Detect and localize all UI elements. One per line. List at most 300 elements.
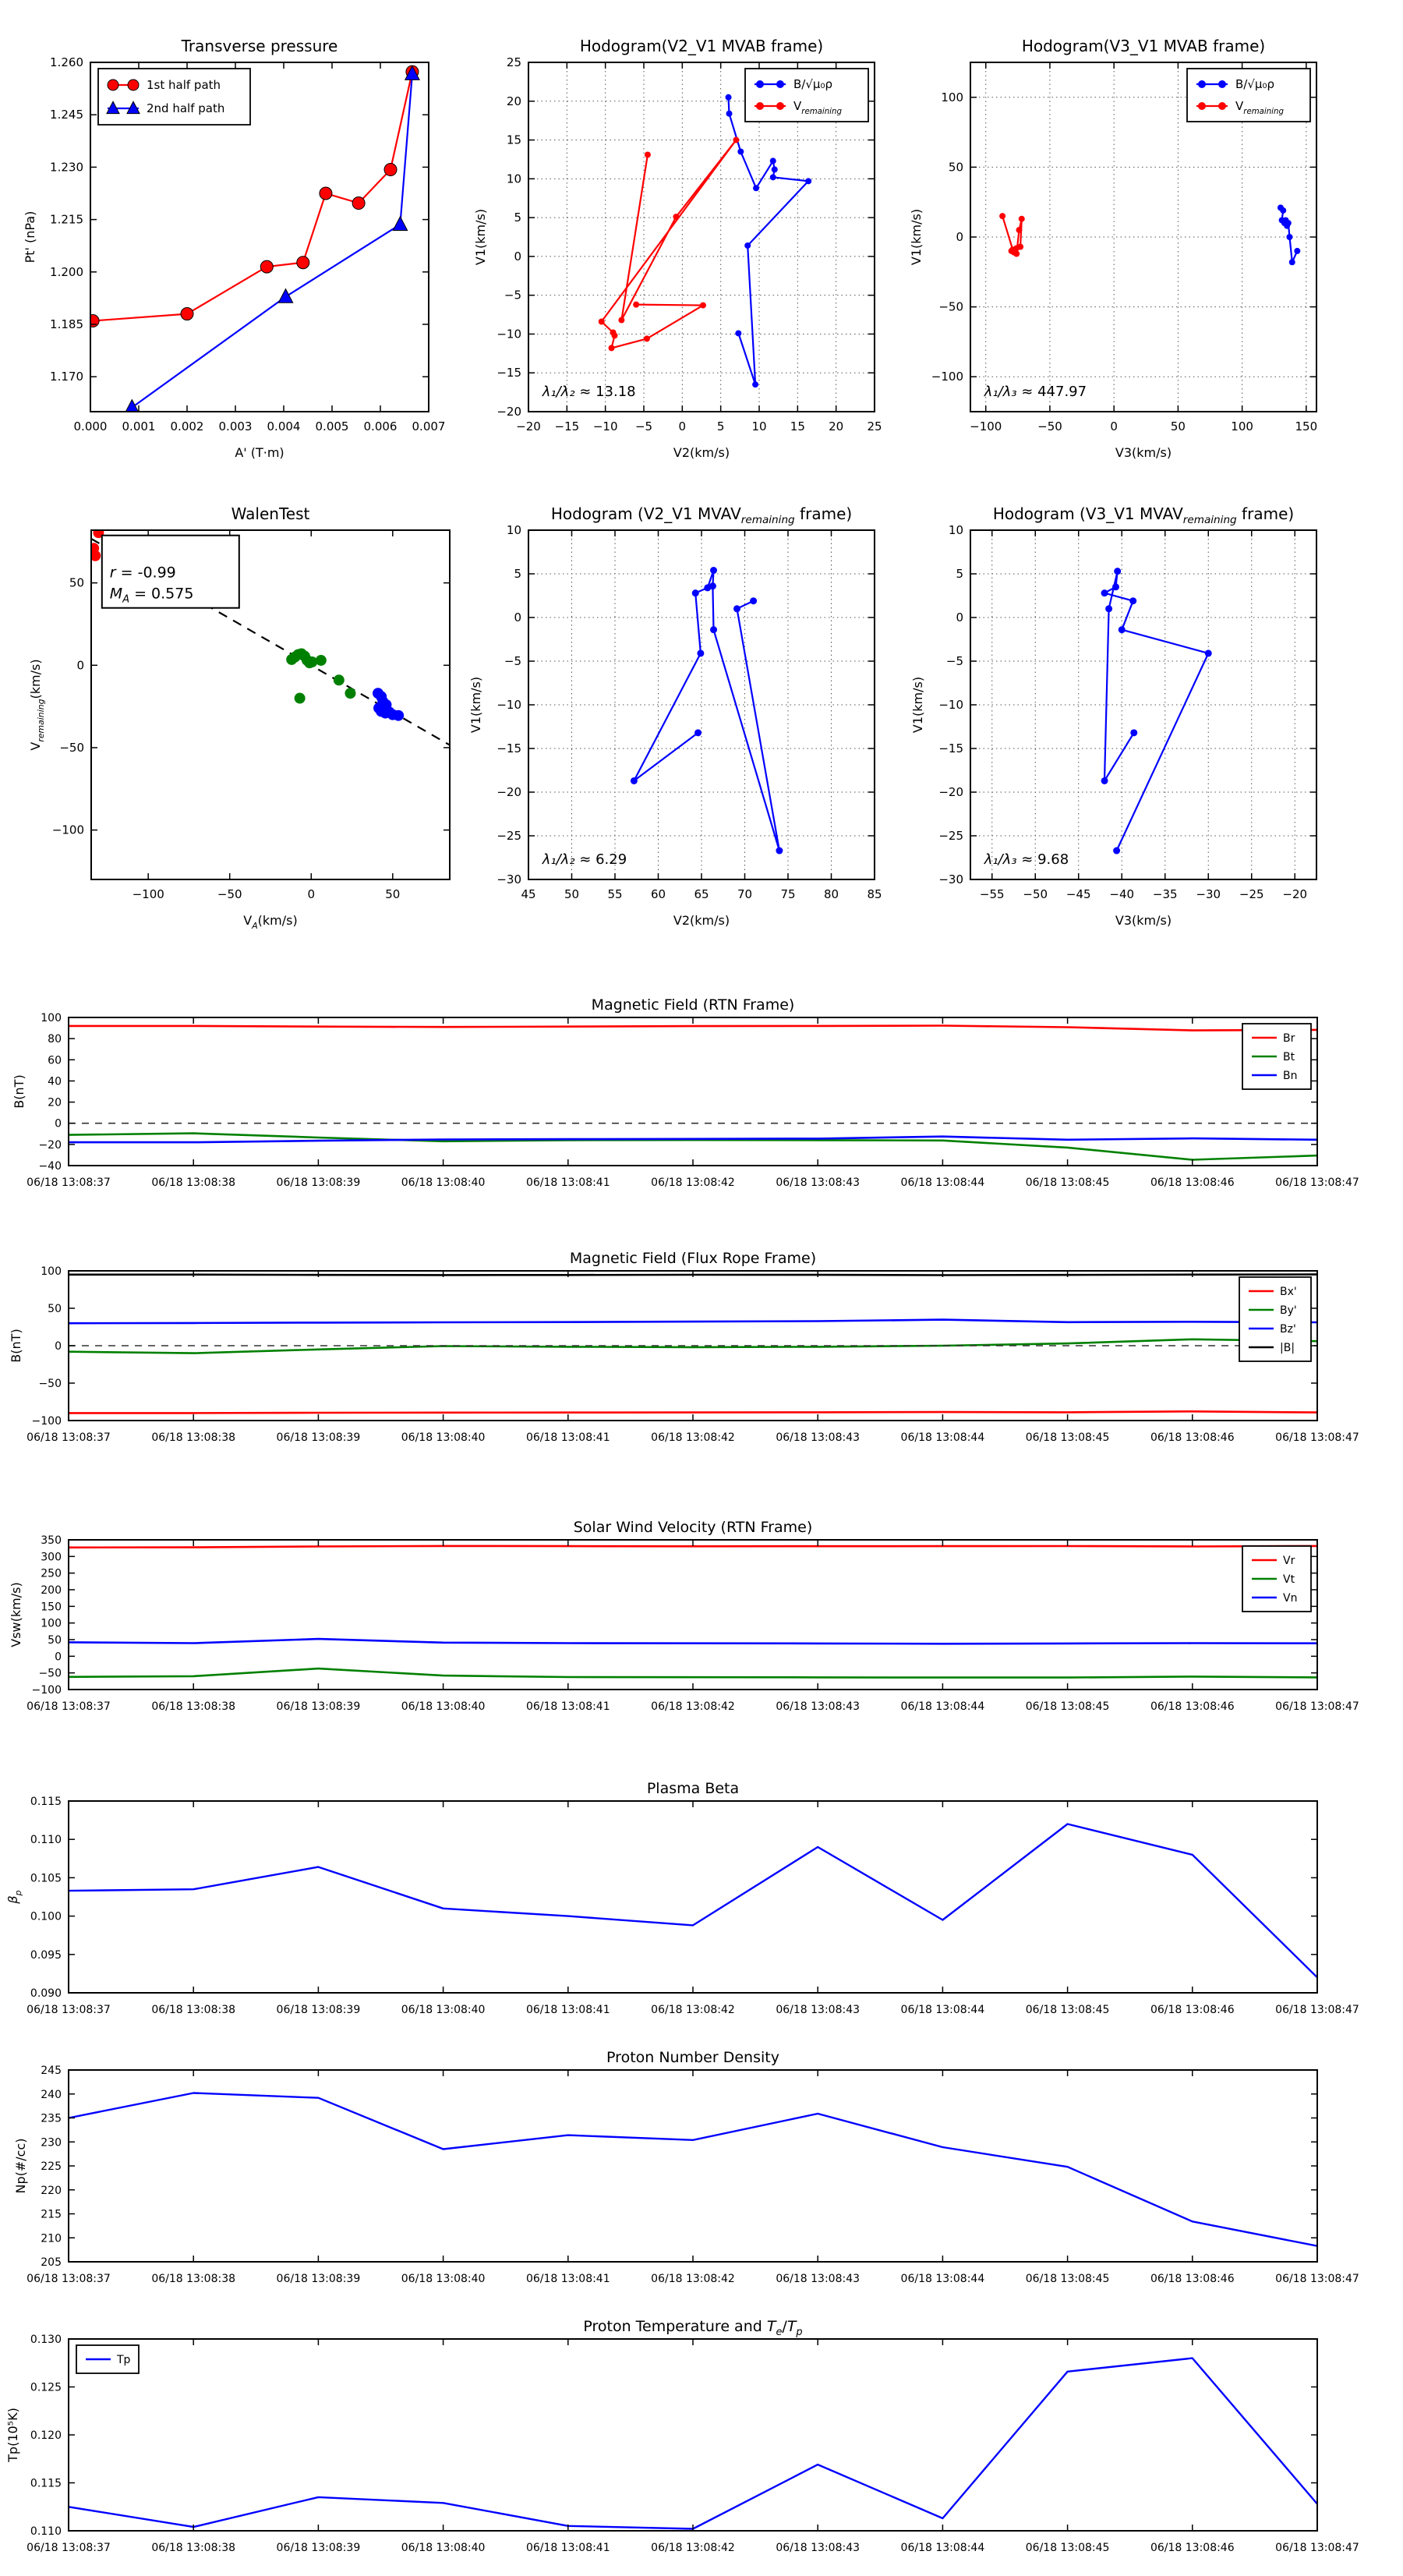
marker-circle xyxy=(320,187,332,200)
marker-circle xyxy=(1198,80,1206,88)
marker-circle xyxy=(776,102,784,110)
marker-circle xyxy=(710,567,717,574)
x-tick-label: 06/18 13:08:47 xyxy=(1275,2542,1359,2554)
marker-circle xyxy=(805,178,811,184)
grid-lines xyxy=(970,530,1316,879)
marker-circle xyxy=(612,332,618,338)
x-tick-label: −10 xyxy=(592,419,618,433)
x-tick-label: 06/18 13:08:47 xyxy=(1275,1700,1359,1713)
x-tick-label: 06/18 13:08:39 xyxy=(276,2542,361,2554)
y-tick-label: −50 xyxy=(38,1667,62,1680)
y-tick-label: 350 xyxy=(41,1534,62,1547)
x-tick-label: 06/18 13:08:40 xyxy=(401,1700,486,1713)
panel-title: Proton Number Density xyxy=(606,2049,779,2066)
panel-sw-velocity xyxy=(9,1519,1359,1713)
axes-border xyxy=(69,1017,1317,1166)
y-tick-label: 50 xyxy=(69,575,84,590)
y-tick-label: 100 xyxy=(41,1617,62,1630)
series-Bn xyxy=(69,1137,1317,1142)
marker-circle xyxy=(260,260,273,273)
series-B-over-sqrt-mu0rho xyxy=(729,97,809,384)
marker-circle xyxy=(753,185,759,191)
panel-walen-test xyxy=(0,0,450,931)
marker-circle xyxy=(380,699,391,710)
x-tick-label: 06/18 13:08:44 xyxy=(900,1431,985,1444)
x-tick-label: 0 xyxy=(1110,419,1118,433)
x-tick-label: 70 xyxy=(737,887,753,901)
annotation xyxy=(984,851,1069,868)
x-tick-label: −25 xyxy=(1239,887,1264,901)
y-tick-label: 40 xyxy=(48,1075,62,1088)
legend xyxy=(1242,1024,1311,1089)
y-tick-label: 1.200 xyxy=(50,264,83,279)
x-tick-label: 0 xyxy=(678,419,687,433)
x-tick-label: 06/18 13:08:41 xyxy=(525,2273,610,2285)
x-tick-label: 0.002 xyxy=(170,419,204,433)
x-tick-label: 06/18 13:08:40 xyxy=(401,2004,486,2016)
marker-circle xyxy=(700,303,706,309)
legend-label: By' xyxy=(1280,1304,1297,1317)
legend xyxy=(1242,1546,1311,1612)
marker-circle xyxy=(618,317,624,324)
y-tick-label: 150 xyxy=(41,1601,62,1614)
x-tick-label: −50 xyxy=(217,887,242,901)
x-tick-label: 65 xyxy=(694,887,709,901)
annotation-text: λ₁/λ₂ ≈ 13.18 xyxy=(542,383,636,400)
marker-circle xyxy=(1205,649,1212,656)
marker-circle xyxy=(345,688,355,699)
marker-triangle xyxy=(393,217,407,231)
y-tick-label: 1.185 xyxy=(50,317,83,331)
marker-circle xyxy=(1218,80,1226,88)
x-tick-label: 06/18 13:08:45 xyxy=(1025,2542,1110,2554)
x-tick-label: 25 xyxy=(867,419,882,433)
y-tick-label: −5 xyxy=(504,654,521,668)
x-tick-label: 06/18 13:08:46 xyxy=(1150,1431,1235,1444)
x-tick-label: 06/18 13:08:44 xyxy=(900,1700,985,1713)
marker-circle xyxy=(1218,102,1226,110)
x-tick-label: 150 xyxy=(1295,419,1318,433)
x-tick-label: 06/18 13:08:41 xyxy=(525,2542,610,2554)
y-tick-label: 250 xyxy=(41,1567,62,1580)
series-beta-p xyxy=(69,1824,1317,1978)
marker-circle xyxy=(776,80,784,88)
marker-circle xyxy=(316,655,327,666)
y-tick-label: 235 xyxy=(41,2112,62,2125)
x-tick-label: 06/18 13:08:40 xyxy=(401,2273,486,2285)
y-tick-label: −10 xyxy=(497,698,521,712)
x-tick-label: 06/18 13:08:38 xyxy=(151,2273,236,2285)
x-tick-label: 75 xyxy=(780,887,796,901)
marker-circle xyxy=(733,605,740,612)
panel-title: Hodogram(V2_V1 MVAB frame) xyxy=(579,37,824,55)
panel-hodogram-v2v1-mvab xyxy=(473,37,882,460)
x-tick-label: 06/18 13:08:44 xyxy=(900,2273,985,2285)
series-Bt xyxy=(69,1134,1317,1160)
x-tick-label: 06/18 13:08:45 xyxy=(1025,1700,1110,1713)
x-tick-label: 06/18 13:08:43 xyxy=(776,1177,861,1189)
marker-circle xyxy=(694,729,702,736)
y-tick-label: −100 xyxy=(31,1684,62,1697)
marker-circle xyxy=(692,589,699,596)
y-tick-label: −30 xyxy=(497,872,521,886)
legend-label: B/√μ₀ρ xyxy=(793,77,832,91)
x-tick-label: 06/18 13:08:40 xyxy=(401,1177,486,1189)
y-axis-label: V1(km/s) xyxy=(910,676,925,734)
y-tick-label: 25 xyxy=(506,55,521,69)
x-tick-label: 0.007 xyxy=(412,419,446,433)
y-tick-label: 1.215 xyxy=(50,212,83,227)
y-tick-label: 50 xyxy=(48,1303,62,1315)
marker-circle xyxy=(709,582,716,589)
series-V-hodogram xyxy=(634,571,779,851)
marker-circle xyxy=(1285,220,1292,226)
y-tick-label: −20 xyxy=(497,405,521,419)
y-tick-label: 100 xyxy=(41,1265,62,1278)
legend-label: Bn xyxy=(1283,1070,1298,1082)
legend-label: Bz' xyxy=(1280,1323,1296,1336)
legend xyxy=(98,69,250,125)
x-axis-label: A' (T·m) xyxy=(235,445,284,460)
y-tick-label: 5 xyxy=(956,567,963,581)
series-Np xyxy=(69,2093,1317,2246)
x-tick-label: 06/18 13:08:37 xyxy=(27,1177,111,1189)
y-tick-label: 0 xyxy=(514,249,521,264)
marker-circle xyxy=(673,214,679,220)
marker-circle xyxy=(108,80,118,90)
y-tick-label: 205 xyxy=(41,2256,62,2269)
x-axis-label: V3(km/s) xyxy=(1115,445,1172,460)
y-axis-label: V1(km/s) xyxy=(909,208,924,266)
y-axis-label: Tp(10⁵K) xyxy=(5,2408,20,2462)
x-tick-label: 06/18 13:08:45 xyxy=(1025,1431,1110,1444)
x-tick-label: −20 xyxy=(1282,887,1308,901)
x-tick-label: 06/18 13:08:42 xyxy=(651,2273,735,2285)
legend-label: Vn xyxy=(1283,1592,1298,1605)
y-axis-label: V1(km/s) xyxy=(473,208,488,266)
y-tick-label: 220 xyxy=(41,2184,62,2197)
panel-title: Hodogram (V2_V1 $MVAV_{remaining}$ frame) xyxy=(550,504,853,526)
x-tick-label: −15 xyxy=(554,419,580,433)
x-tick-label: 06/18 13:08:46 xyxy=(1150,1177,1235,1189)
marker-circle xyxy=(752,381,758,387)
x-tick-label: 06/18 13:08:43 xyxy=(776,1431,861,1444)
series-Br xyxy=(69,1026,1317,1031)
x-tick-label: 06/18 13:08:42 xyxy=(651,1431,735,1444)
x-tick-label: 06/18 13:08:38 xyxy=(151,2542,236,2554)
marker-circle xyxy=(697,649,704,656)
x-tick-label: 0.000 xyxy=(73,419,108,433)
y-tick-label: 80 xyxy=(48,1033,62,1046)
marker-circle xyxy=(1016,227,1022,233)
legend-label: $V_{remaining}$ xyxy=(1235,99,1284,116)
marker-circle xyxy=(1113,847,1120,855)
y-tick-label: 0.100 xyxy=(30,1910,62,1923)
panel-title: Magnetic Field (RTN Frame) xyxy=(591,996,795,1014)
panel-title: Plasma Beta xyxy=(646,1780,740,1797)
x-tick-label: 06/18 13:08:45 xyxy=(1025,2004,1110,2016)
x-tick-label: −30 xyxy=(1196,887,1221,901)
marker-triangle xyxy=(278,289,292,303)
x-tick-label: −20 xyxy=(516,419,541,433)
y-tick-label: −20 xyxy=(938,785,963,799)
x-tick-label: 06/18 13:08:46 xyxy=(1150,2004,1235,2016)
x-tick-label: 0 xyxy=(307,887,316,901)
marker-circle xyxy=(334,674,345,685)
marker-circle xyxy=(726,111,733,117)
marker-circle xyxy=(1009,248,1015,254)
legend xyxy=(76,2345,139,2373)
x-tick-label: 06/18 13:08:47 xyxy=(1275,2273,1359,2285)
x-tick-label: 06/18 13:08:47 xyxy=(1275,1431,1359,1444)
y-tick-label: 1.260 xyxy=(50,55,83,69)
y-tick-label: 0.095 xyxy=(30,1948,62,1962)
y-tick-label: −20 xyxy=(497,785,521,799)
y-tick-label: 50 xyxy=(48,1634,62,1647)
panel-proton-temperature xyxy=(5,2318,1359,2554)
annotation-text: λ₁/λ₂ ≈ 6.29 xyxy=(542,851,627,868)
y-tick-label: −5 xyxy=(504,288,521,303)
x-axis-label: V2(km/s) xyxy=(673,445,730,460)
y-axis-label: V1(km/s) xyxy=(468,676,483,734)
y-tick-label: 245 xyxy=(41,2065,62,2077)
axis-ticks xyxy=(69,2339,1317,2531)
marker-circle xyxy=(999,213,1005,219)
series-V-remaining xyxy=(602,140,737,349)
annotation xyxy=(984,384,1087,400)
x-tick-label: 50 xyxy=(385,887,401,901)
marker-circle xyxy=(1112,583,1119,590)
x-tick-label: 80 xyxy=(823,887,839,901)
marker-circle xyxy=(756,102,764,110)
x-tick-label: 06/18 13:08:43 xyxy=(776,2004,861,2016)
x-tick-label: 06/18 13:08:39 xyxy=(276,2004,361,2016)
x-tick-label: 45 xyxy=(521,887,536,901)
x-tick-label: 06/18 13:08:38 xyxy=(151,2004,236,2016)
x-axis-label: $V_A(km/s)$ xyxy=(243,913,298,931)
marker-circle xyxy=(1129,597,1136,604)
y-tick-label: 0 xyxy=(55,1651,62,1664)
axes-border xyxy=(69,2070,1317,2262)
x-tick-label: 06/18 13:08:43 xyxy=(776,2273,861,2285)
x-tick-label: −55 xyxy=(979,887,1005,901)
x-tick-label: 06/18 13:08:41 xyxy=(525,1431,610,1444)
annotation-line: $M_A = 0.575$ xyxy=(109,585,194,606)
x-tick-label: 60 xyxy=(650,887,666,901)
y-axis-label: B(nT) xyxy=(12,1074,27,1109)
y-tick-label: 0.090 xyxy=(30,1987,62,2000)
x-tick-label: 06/18 13:08:42 xyxy=(651,2004,735,2016)
marker-circle xyxy=(776,847,783,855)
x-tick-label: 06/18 13:08:42 xyxy=(651,1700,735,1713)
panel-title: Hodogram(V3_V1 MVAB frame) xyxy=(1021,37,1266,55)
x-tick-label: 06/18 13:08:43 xyxy=(776,1700,861,1713)
legend-label: Br xyxy=(1283,1032,1295,1045)
marker-circle xyxy=(1019,216,1025,222)
x-tick-label: 06/18 13:08:45 xyxy=(1025,1177,1110,1189)
y-axis-label: Vsw(km/s) xyxy=(9,1582,23,1647)
panel-hodogram-v2v1-mvav xyxy=(468,504,882,928)
marker-circle xyxy=(599,319,605,325)
x-tick-label: 06/18 13:08:37 xyxy=(27,2273,111,2285)
y-axis-label: B(nT) xyxy=(9,1329,23,1363)
x-tick-label: 06/18 13:08:45 xyxy=(1025,2273,1110,2285)
x-tick-label: 06/18 13:08:46 xyxy=(1150,1700,1235,1713)
y-tick-label: 0 xyxy=(55,1117,62,1131)
series-Vt xyxy=(69,1668,1317,1678)
x-tick-label: 06/18 13:08:39 xyxy=(276,1177,361,1189)
marker-circle xyxy=(737,148,744,154)
x-tick-label: −45 xyxy=(1066,887,1091,901)
y-tick-label: 20 xyxy=(506,94,521,108)
panel-title: WalenTest xyxy=(231,504,310,523)
panel-transverse-pressure xyxy=(23,37,445,460)
x-tick-label: −35 xyxy=(1152,887,1178,901)
axis-ticks xyxy=(69,1017,1317,1166)
marker-circle xyxy=(772,166,778,172)
marker-circle xyxy=(1130,729,1137,736)
legend-label: $V_{remaining}$ xyxy=(793,99,842,116)
axis-ticks xyxy=(69,1801,1317,1993)
y-tick-label: −100 xyxy=(51,823,84,837)
y-tick-label: 0 xyxy=(956,230,963,244)
x-tick-label: 50 xyxy=(564,887,580,901)
panel-hodogram-v3v1-mvab xyxy=(909,37,1317,460)
x-tick-label: 06/18 13:08:42 xyxy=(651,2542,735,2554)
annotation xyxy=(542,851,627,868)
x-tick-label: 06/18 13:08:44 xyxy=(900,1177,985,1189)
x-tick-label: 06/18 13:08:37 xyxy=(27,2004,111,2016)
x-tick-label: 06/18 13:08:44 xyxy=(900,2542,985,2554)
y-tick-label: 0 xyxy=(55,1340,62,1353)
axes-border xyxy=(69,1801,1317,1993)
marker-circle xyxy=(726,94,732,101)
y-axis-label: Pt' (nPa) xyxy=(23,211,37,264)
y-axis-label: $\beta_p$ xyxy=(5,1890,23,1904)
panel-mag-flux-rope xyxy=(9,1250,1359,1444)
y-tick-label: 0.115 xyxy=(30,2477,62,2490)
x-tick-label: 06/18 13:08:37 xyxy=(27,1700,111,1713)
y-tick-label: −15 xyxy=(497,741,521,755)
y-tick-label: 15 xyxy=(506,133,521,147)
x-tick-label: 06/18 13:08:41 xyxy=(525,1700,610,1713)
axes-border xyxy=(69,1540,1317,1690)
y-axis-label: $V_{remaining}(km/s)$ xyxy=(28,659,46,751)
marker-circle xyxy=(770,174,776,180)
legend-label: Bt xyxy=(1283,1051,1295,1063)
y-tick-label: 0.105 xyxy=(30,1872,62,1885)
y-tick-label: 5 xyxy=(514,567,521,581)
y-axis-label: Np(#/cc) xyxy=(13,2138,28,2194)
x-tick-label: 50 xyxy=(1170,419,1186,433)
y-tick-label: 60 xyxy=(48,1054,62,1067)
legend-label: Tp xyxy=(117,2354,131,2366)
panel-title: Transverse pressure xyxy=(181,37,338,55)
marker-circle xyxy=(1105,605,1112,612)
marker-circle xyxy=(128,80,139,90)
series-V-hodogram xyxy=(1104,571,1208,851)
x-tick-label: −50 xyxy=(1037,419,1062,433)
x-tick-label: 0.005 xyxy=(315,419,349,433)
y-tick-label: −25 xyxy=(497,829,521,843)
y-tick-label: 0.110 xyxy=(30,2525,62,2538)
legend-label: |B| xyxy=(1280,1342,1295,1354)
marker-circle xyxy=(297,257,309,269)
x-tick-label: 06/18 13:08:38 xyxy=(151,1700,236,1713)
x-axis-label: V3(km/s) xyxy=(1115,913,1172,928)
x-tick-label: 0.003 xyxy=(218,419,253,433)
x-tick-label: 06/18 13:08:46 xyxy=(1150,2542,1235,2554)
y-tick-label: 225 xyxy=(41,2160,62,2173)
series-Bx-prime xyxy=(69,1411,1317,1413)
panel-hodogram-v3v1-mvav xyxy=(910,504,1316,928)
y-tick-label: 0 xyxy=(76,658,84,673)
y-tick-label: 230 xyxy=(41,2136,62,2150)
panel-title: Magnetic Field (Flux Rope Frame) xyxy=(569,1250,817,1267)
y-tick-label: 0 xyxy=(514,610,521,625)
panel-plasma-beta xyxy=(5,1780,1359,2016)
legend xyxy=(1187,69,1310,122)
legend xyxy=(1239,1277,1311,1361)
y-tick-label: 0.115 xyxy=(30,1796,62,1808)
annotation-line: r = -0.99 xyxy=(109,564,176,582)
y-tick-label: 10 xyxy=(506,172,521,186)
x-tick-label: 10 xyxy=(751,419,767,433)
x-tick-label: 06/18 13:08:40 xyxy=(401,2542,486,2554)
x-tick-label: 0.001 xyxy=(122,419,156,433)
marker-circle xyxy=(1198,102,1206,110)
x-tick-label: 06/18 13:08:40 xyxy=(401,1431,486,1444)
marker-circle xyxy=(181,308,193,320)
panel-mag-rtn xyxy=(12,996,1359,1189)
axis-ticks xyxy=(69,2070,1317,2262)
x-tick-label: 85 xyxy=(867,887,882,901)
y-tick-label: −25 xyxy=(938,829,963,843)
y-tick-label: 20 xyxy=(48,1096,62,1109)
y-tick-label: 1.170 xyxy=(50,370,83,384)
x-tick-label: 06/18 13:08:42 xyxy=(651,1177,735,1189)
y-tick-label: 10 xyxy=(506,523,521,537)
y-tick-label: −15 xyxy=(497,366,521,380)
x-tick-label: 06/18 13:08:43 xyxy=(776,2542,861,2554)
panel-title: Hodogram (V3_V1 $MVAV_{remaining}$ frame) xyxy=(992,504,1295,526)
marker-circle xyxy=(1289,259,1295,265)
x-tick-label: −100 xyxy=(132,887,164,901)
y-tick-label: −40 xyxy=(38,1160,62,1173)
grid-lines xyxy=(528,530,875,879)
axis-ticks xyxy=(69,1540,1317,1690)
marker-circle xyxy=(393,710,404,721)
y-tick-label: 0.110 xyxy=(30,1834,62,1847)
x-tick-label: −5 xyxy=(634,419,653,433)
y-tick-label: 50 xyxy=(948,160,963,175)
y-tick-label: 300 xyxy=(41,1551,62,1564)
annotation-text: λ₁/λ₃ ≈ 447.97 xyxy=(984,383,1087,400)
legend-label: B/√μ₀ρ xyxy=(1235,77,1274,91)
x-tick-label: 100 xyxy=(1231,419,1253,433)
y-tick-label: −10 xyxy=(938,698,963,712)
annotation xyxy=(542,384,636,400)
marker-circle xyxy=(1101,589,1108,596)
legend-label: 1st half path xyxy=(147,78,221,92)
x-tick-label: 06/18 13:08:41 xyxy=(525,2004,610,2016)
x-tick-label: 0.004 xyxy=(267,419,301,433)
marker-circle xyxy=(631,777,638,784)
y-tick-label: −15 xyxy=(938,741,963,755)
marker-circle xyxy=(1101,777,1108,784)
marker-circle xyxy=(733,137,739,143)
x-axis-label: V2(km/s) xyxy=(673,913,730,928)
